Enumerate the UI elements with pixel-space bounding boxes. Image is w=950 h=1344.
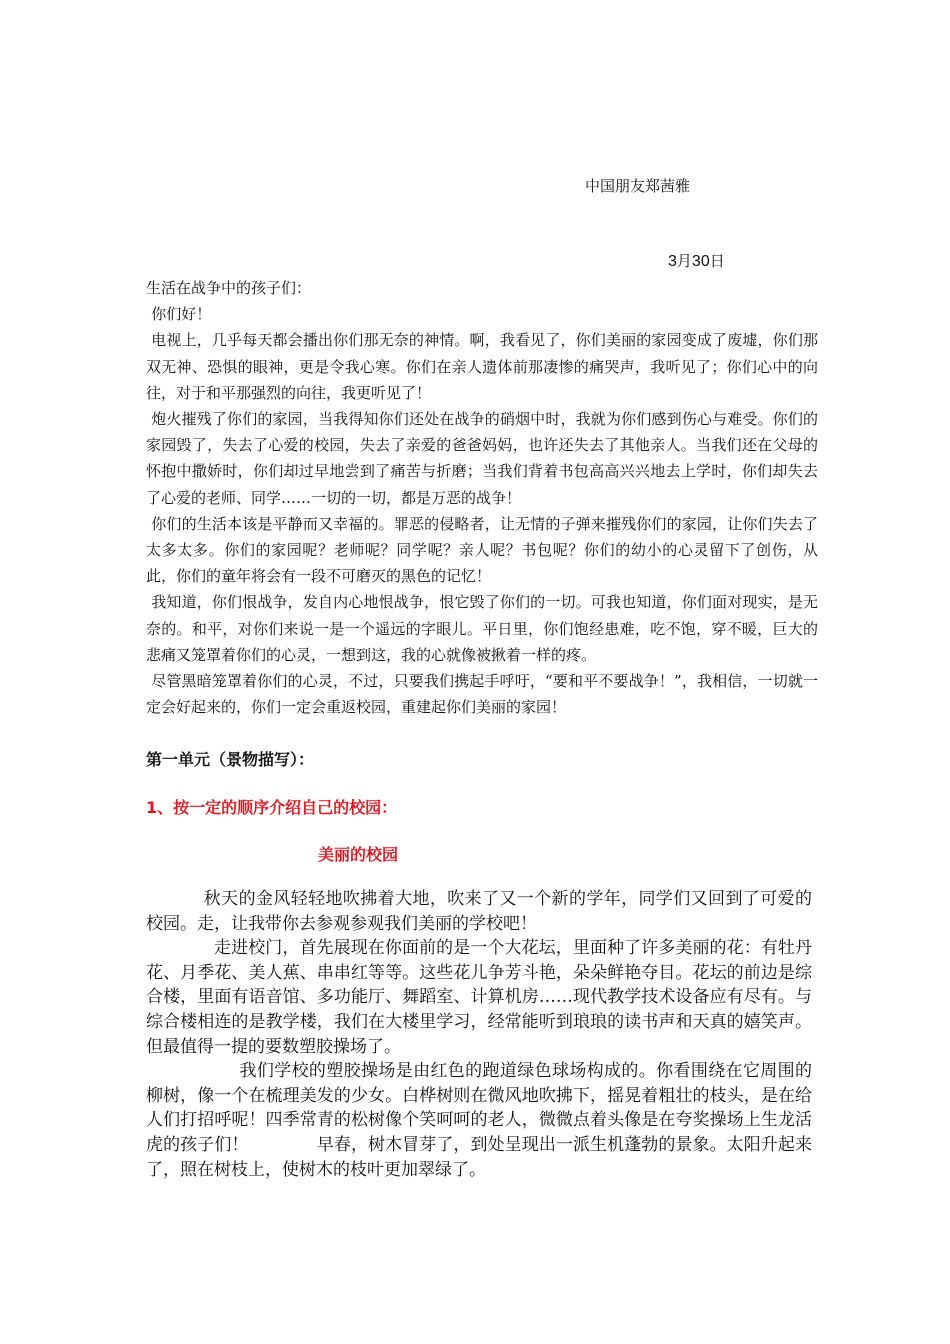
section-heading: 1、按一定的顺序介绍自己的校园： (146, 798, 398, 817)
date-month-label: 月 (676, 252, 692, 270)
essay-paragraph: 我们学校的塑胶操场是由红色的跑道绿色球场构成的。你看围绕在它周围的柳树，像一个在梳理美发的少女。白桦树则在微风地吹拂下，摇晃着粗壮的枝头，是在给人们打招呼呢！四季常青的松树像个笑呵呵的老人，微微点着头像是在夸奖操场上生龙活虎的孩子们！ 早春，树木冒芽了，到处呈现出一派生机蓬勃的景象。太阳升起来了，照在树枝上，使树木的枝叶更加翠绿了。 (146, 1061, 812, 1180)
letter-paragraph: 尽管黑暗笼罩着你们的心灵，不过，只要我们携起手呼吁，“要和平不要战争！”，我相信，一切就一定会好起来的，你们一定会重返校园，重建起你们美丽的家园！ (146, 672, 818, 717)
letter-body (146, 275, 818, 720)
unit-heading: 第一单元（景物描写）： (146, 750, 315, 769)
letter-paragraph: 我知道，你们恨战争，发自内心地恨战争，恨它毁了你们的一切。可我也知道，你们面对现实，是无奈的。和平，对你们来说一是一个遥远的字眼儿。平日里，你们饱经患难，吃不饱，穿不暖，巨大的悲痛又笼罩着你们的心灵，一想到这，我的心就像被揪着一样的疼。 (146, 593, 818, 664)
letter-paragraph: 电视上，几乎每天都会播出你们那无奈的神情。啊，我看见了，你们美丽的家园变成了废墟，你们那双无神、恐惧的眼神，更是令我心寒。你们在亲人遗体前那凄惨的痛哭声，我听见了；你们心中的向往，对于和平那强烈的向往，我更听见了！ (146, 331, 818, 402)
essay-paragraph: 秋天的金风轻轻地吹拂着大地，吹来了又一个新的学年，同学们又回到了可爱的校园。走，让我带你去参观参观我们美丽的学校吧！ (146, 889, 812, 934)
letter-date (668, 251, 725, 272)
letter-greeting: 你们好！ (151, 305, 212, 324)
date-month-number: 3 (668, 253, 677, 270)
essay-paragraph: 走进校门，首先展现在你面前的是一个大花坛，里面种了许多美丽的花：有牡丹花、月季花、美人蕉、串串红等等。这些花儿争芳斗艳，朵朵鲜艳夺目。花坛的前边是综合楼，里面有语音馆、多功能厅、舞蹈室、计算机房……现代教学技术设备应有尽有。与综合楼相连的是教学楼，我们在大楼里学习，经常能听到琅琅的读书声和天真的嬉笑声。但最值得一提的要数塑胶操场了。 (146, 938, 812, 1057)
essay-body (146, 887, 812, 1182)
date-day-label: 日 (709, 252, 725, 270)
date-day-number: 30 (691, 253, 710, 270)
letter-signature: 中国朋友郑茜雅 (585, 177, 691, 195)
letter-paragraph: 炮火摧残了你们的家园，当我得知你们还处在战争的硝烟中时，我就为你们感到伤心与难受。你们的家园毁了，失去了心爱的校园，失去了亲爱的爸爸妈妈，也许还失去了其他亲人。当我们还在父母的怀抱中撒娇时，你们却过早地尝到了痛苦与折磨；当我们背着书包高高兴兴地去上学时，你们却失去了心爱的老师、同学……一切的一切，都是万恶的战争！ (146, 410, 818, 507)
essay-title: 美丽的校园 (318, 845, 399, 864)
letter-salutation: 生活在战争中的孩子们： (146, 279, 312, 297)
letter-paragraph: 你们的生活本该是平静而又幸福的。罪恶的侵略者，让无情的子弹来摧残你们的家园，让你们失去了太多太多。你们的家园呢？老师呢？同学呢？亲人呢？书包呢？你们的幼小的心灵留下了创伤，从此，你们的童年将会有一段不可磨灭的黑色的记忆！ (146, 514, 818, 586)
